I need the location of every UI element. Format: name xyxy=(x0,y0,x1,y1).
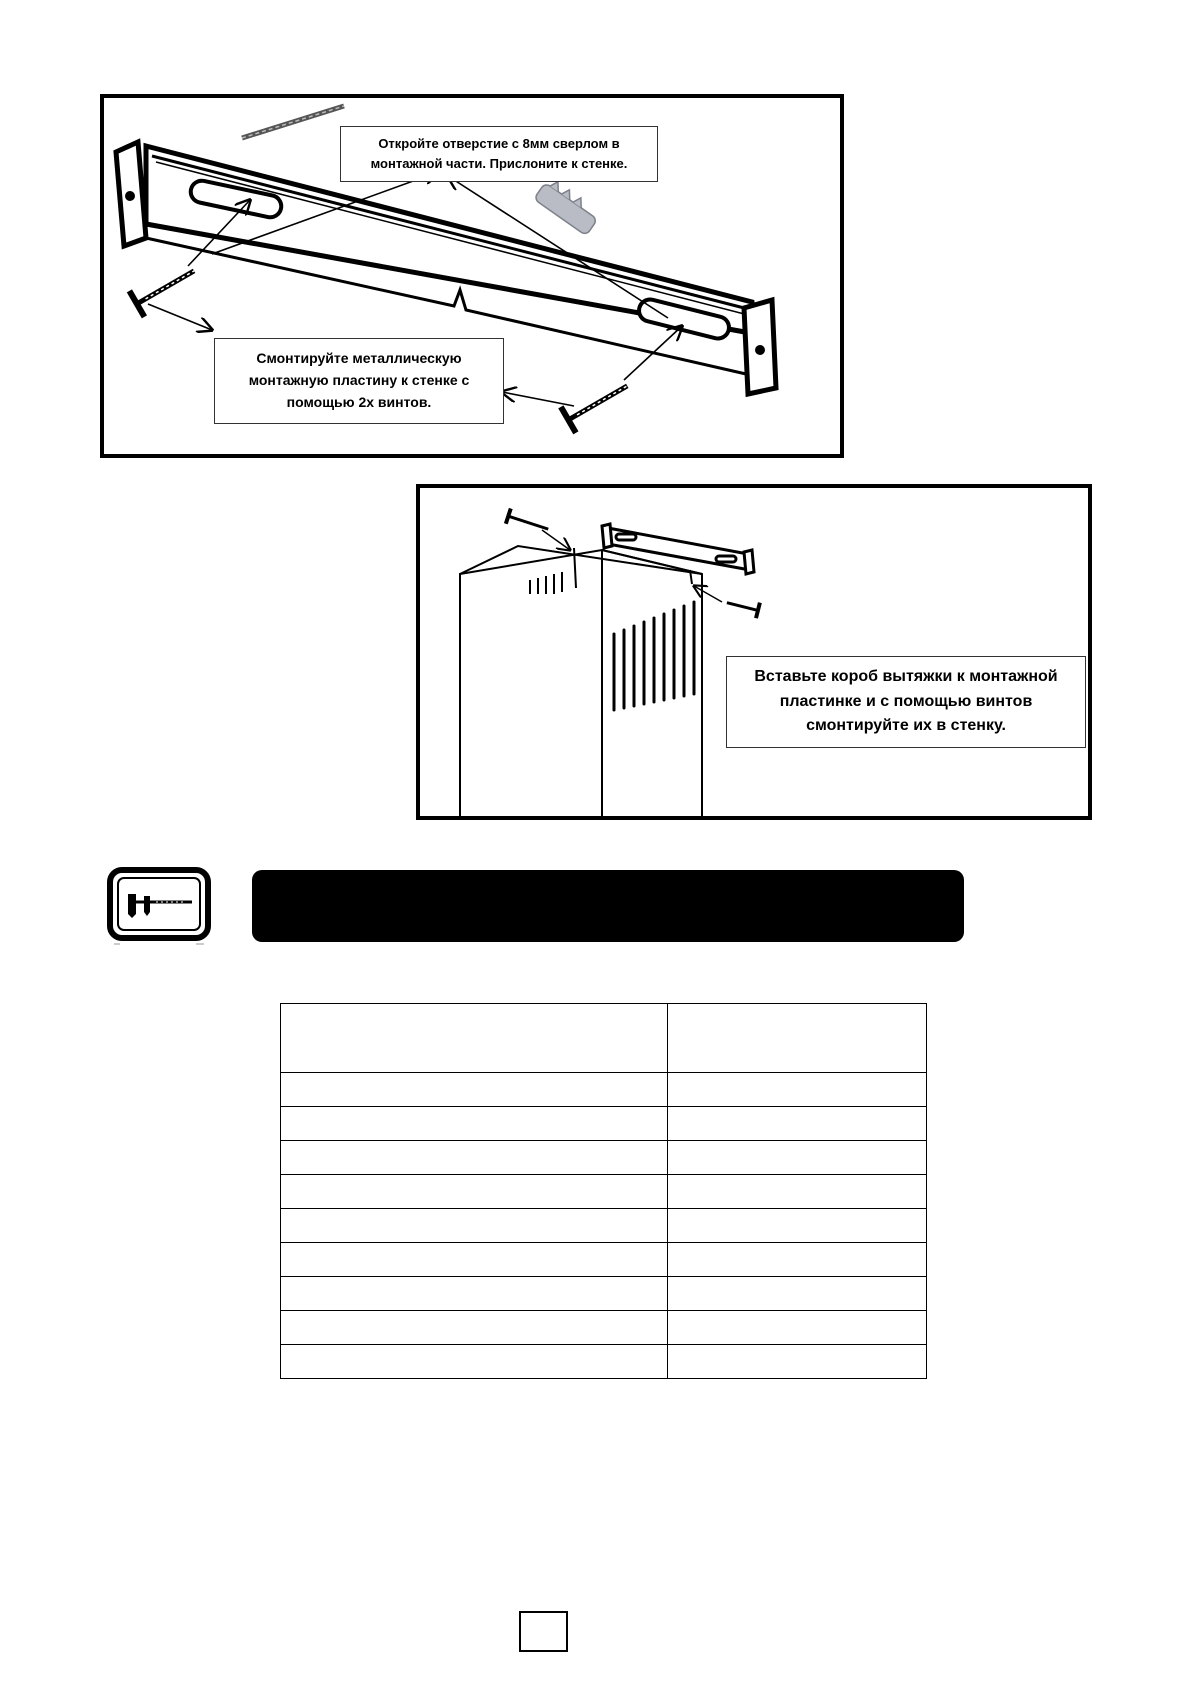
table-row xyxy=(281,1209,927,1243)
callout-drill-line1: Откройте отверстие с 8мм сверлом в xyxy=(378,135,620,151)
table-cell xyxy=(281,1311,668,1345)
screw-icon xyxy=(129,258,201,317)
table-cell xyxy=(281,1141,668,1175)
callout-duct-line1: Вставьте короб вытяжки к монтажной xyxy=(754,667,1058,685)
chimney-duct xyxy=(460,546,702,816)
callout-mount-line1: Смонтируйте металлическую xyxy=(256,350,462,367)
table-row xyxy=(281,1277,927,1311)
figure-duct-mount xyxy=(416,484,1092,820)
table-header-row xyxy=(281,1004,927,1073)
callout-drill-hole xyxy=(340,126,658,182)
table-cell xyxy=(668,1175,927,1209)
screw-icon xyxy=(561,373,635,433)
callout-insert-duct xyxy=(726,656,1086,748)
mounting-bracket xyxy=(602,524,754,574)
table-row xyxy=(281,1243,927,1277)
table-row xyxy=(281,1311,927,1345)
caliper-icon xyxy=(106,866,212,946)
table-cell xyxy=(668,1243,927,1277)
wall-plug-icon xyxy=(534,176,602,236)
table-row xyxy=(281,1175,927,1209)
table-row xyxy=(281,1141,927,1175)
table-cell xyxy=(668,1073,927,1107)
callout-mount-plate xyxy=(214,338,504,424)
table-header-cell xyxy=(281,1004,668,1073)
table-row xyxy=(281,1345,927,1379)
table-header-cell xyxy=(668,1004,927,1073)
table-cell xyxy=(281,1073,668,1107)
callout-drill-line2: монтажной части. Прислоните к стенке. xyxy=(370,156,628,171)
table-row xyxy=(281,1073,927,1107)
callout-mount-line3: помощью 2х винтов. xyxy=(286,393,432,410)
table-cell xyxy=(668,1311,927,1345)
specifications-table xyxy=(280,1003,927,1379)
screw-icon xyxy=(725,595,760,618)
table-row xyxy=(281,1107,927,1141)
table-cell xyxy=(668,1141,927,1175)
table-cell xyxy=(281,1243,668,1277)
screw-icon xyxy=(506,509,551,537)
figure-mounting-plate xyxy=(100,94,844,458)
table-cell xyxy=(668,1107,927,1141)
table-cell xyxy=(281,1345,668,1379)
drill-bit-icon xyxy=(242,106,344,138)
table-cell xyxy=(668,1345,927,1379)
callout-duct-line3: смонтируйте их в стенку. xyxy=(806,717,1006,735)
callout-duct-line2: пластинке и с помощью винтов xyxy=(779,692,1033,710)
duct-mount-illustration xyxy=(420,488,1088,816)
duct-vents xyxy=(614,602,694,710)
table-cell xyxy=(668,1209,927,1243)
table-cell xyxy=(668,1277,927,1311)
callout-mount-line2: монтажную пластину к стенке с xyxy=(248,372,470,389)
section-title-bar xyxy=(252,870,964,942)
table-cell xyxy=(281,1175,668,1209)
table-cell xyxy=(281,1209,668,1243)
page-number xyxy=(519,1611,568,1652)
table-cell xyxy=(281,1277,668,1311)
table-cell xyxy=(281,1107,668,1141)
